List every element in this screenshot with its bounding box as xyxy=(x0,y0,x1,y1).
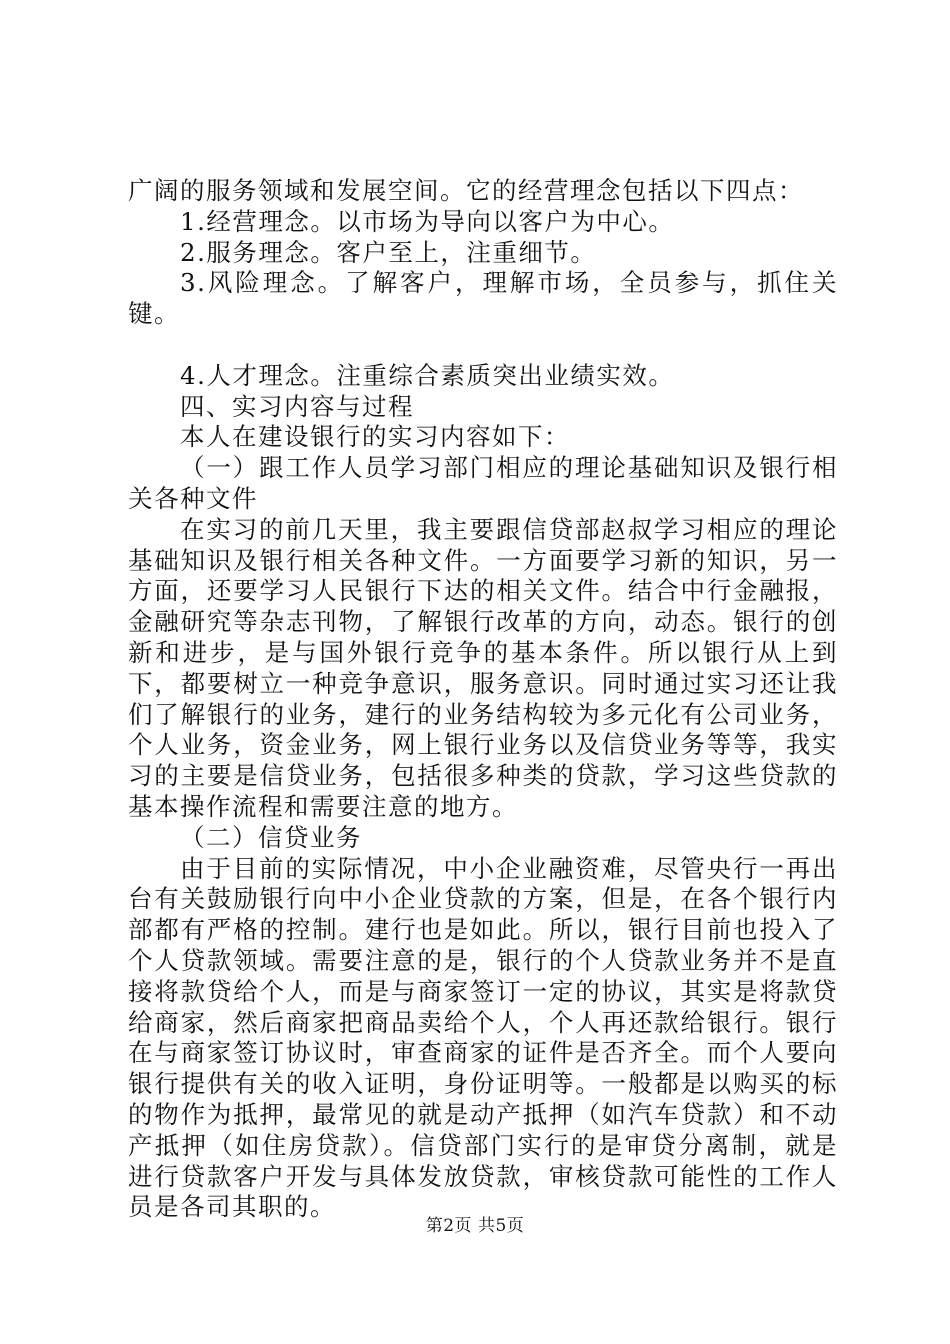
document-body xyxy=(128,176,838,1223)
page-footer: 第2页 共5页 xyxy=(425,1216,525,1236)
subsection-heading-1: （一）跟工作人员学习部门相应的理论基础知识及银行相关各种文件 xyxy=(128,453,838,513)
subsection-heading-2: （二）信贷业务 xyxy=(180,822,362,852)
paragraph-theory-study: 在实习的前几天里，我主要跟信贷部赵叔学习相应的理论基础知识及银行相关各种文件。一方面要学习新的知识，另一方面，还要学习人民银行下达的相关文件。结合中行金融报，金融研究等杂志刊物，了解银行改革的方向，动态。银行的创新和进步，是与国外银行竞争的基本条件。所以银行从上到下，都要树立一种竞争意识，服务意识。同时通过实习还让我们了解银行的业务，建行的业务结构较为多元化有公司业务，个人业务，资金业务，网上银行业务以及信贷业务等等，我实习的主要是信贷业务，包括很多种类的贷款，学习这些贷款的基本操作流程和需要注意的地方。 xyxy=(128,514,838,821)
section-heading-4: 四、实习内容与过程 xyxy=(180,391,414,421)
paragraph-internship-intro: 本人在建设银行的实习内容如下： xyxy=(180,422,570,452)
paragraph-concept-3: 3.风险理念。了解客户，理解市场，全员参与，抓住关键。 xyxy=(128,268,838,329)
paragraph-concept-1: 1.经营理念。以市场为导向以客户为中心。 xyxy=(180,206,675,236)
paragraph-concept-4: 4.人才理念。注重综合素质突出业绩实效。 xyxy=(180,360,675,390)
paragraph-intro: 广阔的服务领域和发展空间。它的经营理念包括以下四点： xyxy=(128,176,804,205)
paragraph-credit-business: 由于目前的实际情况，中小企业融资难，尽管央行一再出台有关鼓励银行向中小企业贷款的方案，但是，在各个银行内部都有严格的控制。建行也是如此。所以，银行目前也投入了个人贷款领域。需要注意的是，银行的个人贷款业务并不是直接将款贷给个人，而是与商家签订一定的协议，其实是将款贷给商家，然后商家把商品卖给个人，个人再还款给银行。银行在与商家签订协议时，审查商家的证件是否齐全。而个人要向银行提供有关的收入证明，身份证明等。一般都是以购买的标的物作为抵押，最常见的就是动产抵押（如汽车贷款）和不动产抵押（如住房贷款）。信贷部门实行的是审贷分离制，就是进行贷款客户开发与具体发放贷款，审核贷款可能性的工作人员是各司其职的。 xyxy=(128,853,838,1222)
paragraph-concept-2: 2.服务理念。客户至上，注重细节。 xyxy=(180,237,597,267)
